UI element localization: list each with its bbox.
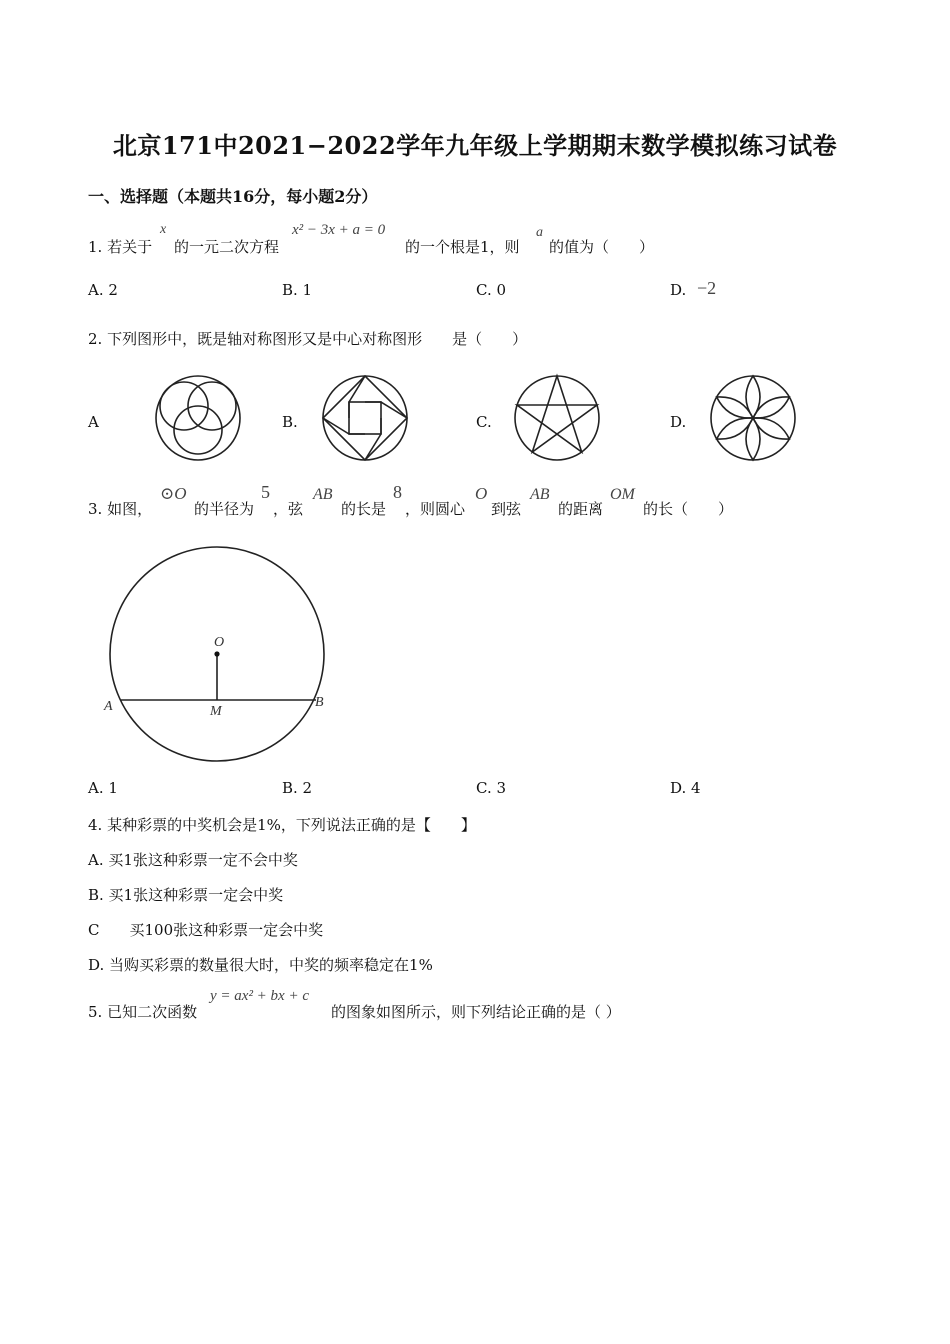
- question-3-option-a: A. 1: [88, 779, 118, 797]
- question-1-option-d: D.: [670, 281, 687, 299]
- question-1-var-x: x: [160, 222, 167, 237]
- star-in-circle-figure: [509, 370, 605, 466]
- question-1-var-a: a: [536, 225, 543, 240]
- question-4-option-d: D. 当购买彩票的数量很大时，中奖的频率稳定在1%: [88, 956, 433, 974]
- question-5-text-1: 5. 已知二次函数: [88, 1003, 198, 1021]
- question-3-text-8: 的长（ ）: [643, 500, 734, 518]
- flower-in-circle-figure: [705, 370, 801, 466]
- question-3-radius: 5: [261, 482, 270, 502]
- label-o: O: [214, 635, 225, 650]
- question-5-equation: y = ax² + bx + c: [210, 988, 309, 1004]
- section-heading: 一、选择题（本题共16分，每小题2分）: [88, 187, 378, 206]
- question-3-text-7: 的距离: [558, 500, 604, 518]
- page-title: 北京171中2021−2022学年九年级上学期期末数学模拟练习试卷: [112, 131, 838, 160]
- square-in-circle-figure: [317, 370, 413, 466]
- question-1-option-d-value: −2: [697, 278, 717, 298]
- question-4-option-a: A. 买1张这种彩票一定不会中奖: [88, 851, 298, 869]
- question-3-text-6: 到弦: [491, 500, 522, 518]
- question-2-label-a: A: [88, 413, 99, 431]
- question-3-text-2: 的半径为: [194, 500, 255, 518]
- circle-chord-figure: [100, 540, 340, 770]
- question-3-option-d: D. 4: [670, 779, 701, 797]
- question-4-stem: 4. 某种彩票的中奖机会是1%，下列说法正确的是【 】: [88, 816, 476, 834]
- question-3-option-b: B. 2: [282, 779, 313, 797]
- three-circles-figure: [150, 370, 246, 466]
- label-b: B: [315, 695, 324, 710]
- question-1-equation: x² − 3x + a = 0: [292, 222, 386, 238]
- label-m: M: [210, 704, 222, 719]
- question-5-text-2: 的图象如图所示，则下列结论正确的是（ ）: [331, 1003, 621, 1021]
- question-4-option-c: C 买100张这种彩票一定会中奖: [88, 921, 324, 939]
- question-3-text-3: ，弦: [273, 500, 304, 518]
- question-3-text-5: ，则圆心: [405, 500, 466, 518]
- question-1-option-b: B. 1: [282, 281, 313, 299]
- question-3-chord-ab: AB: [313, 486, 333, 503]
- question-2-stem: 2. 下列图形中，既是轴对称图形又是中心对称图形 是（ ）: [88, 330, 528, 348]
- question-1-text-1: 1. 若关于: [88, 238, 153, 256]
- question-3-chord-ab-2: AB: [530, 486, 550, 503]
- question-3-text-4: 的长是: [341, 500, 387, 518]
- question-3-distance-om: OM: [610, 486, 635, 503]
- question-1-option-c: C. 0: [476, 281, 507, 299]
- question-3-length: 8: [393, 482, 402, 502]
- label-a: A: [104, 699, 113, 714]
- center-point: [214, 651, 219, 656]
- question-3-option-c: C. 3: [476, 779, 507, 797]
- question-1-text-3: 的一个根是1，则: [405, 238, 520, 256]
- question-1-text-2: 的一元二次方程: [174, 238, 280, 256]
- question-3-center-o: O: [475, 484, 488, 503]
- question-1-option-a: A. 2: [88, 281, 118, 299]
- question-2-label-d: D.: [670, 413, 687, 431]
- question-1-text-4: 的值为（ ）: [549, 238, 655, 256]
- question-2-label-b: B.: [282, 413, 298, 431]
- question-3-text-1: 3. 如图，: [88, 500, 153, 518]
- question-4-option-b: B. 买1张这种彩票一定会中奖: [88, 886, 284, 904]
- question-3-circle-o: ⊙O: [160, 484, 187, 503]
- question-2-label-c: C.: [476, 413, 492, 431]
